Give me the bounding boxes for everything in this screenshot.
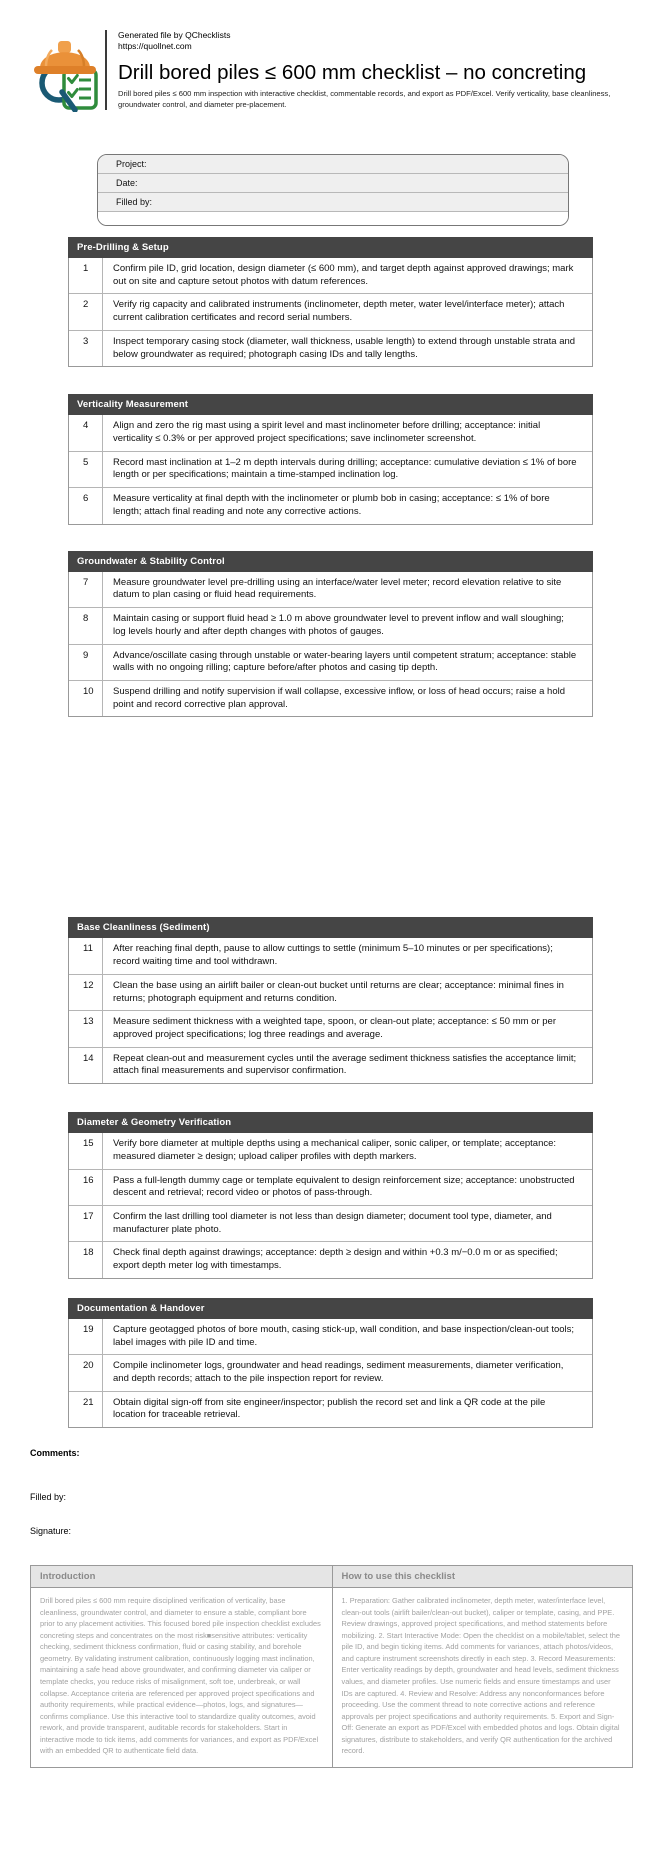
meta-field-label: Filled by:: [116, 197, 153, 207]
item-number: 21: [69, 1392, 103, 1427]
checklist-row: [69, 1354, 592, 1390]
item-number: 13: [69, 1011, 103, 1046]
item-text: Suspend drilling and notify supervision if wall collapse, excessive inflow, or loss of head occurs; raise a hold point and record corrective plan approval.: [113, 685, 566, 710]
section-body: [68, 415, 593, 524]
checklist-row: [69, 1241, 592, 1277]
item-number: 12: [69, 975, 103, 1010]
checklist-row: [69, 572, 592, 607]
section-base-cleanliness: [68, 917, 593, 1084]
section-title: Groundwater & Stability Control: [77, 555, 225, 567]
item-number: 14: [69, 1048, 103, 1083]
item-number: 3: [69, 331, 103, 366]
introduction-title: Introduction: [31, 1566, 332, 1588]
item-number: 15: [69, 1133, 103, 1168]
section-diameter-geometry-verification: [68, 1112, 593, 1279]
section-title: Base Cleanliness (Sediment): [77, 922, 210, 934]
meta-box-spacer: [98, 212, 568, 225]
checklist-row: [69, 974, 592, 1010]
signature-label: Signature:: [30, 1526, 72, 1537]
page-subtitle: Drill bored piles ≤ 600 mm inspection with interactive checklist, commentable records, and export as PDF/Excel. Verify verticality, base cleanliness, groundwater control, and diameter pre-placement.: [118, 88, 611, 109]
checklist-row: [69, 1133, 592, 1168]
item-text: Align and zero the rig mast using a spirit level and mast inclinometer before drilling; acceptance: initial verticality ≤ 0.3% or per approved project specifications; save inclinometer screenshot.: [113, 420, 541, 445]
item-text: Measure groundwater level pre-drilling using an interface/water level meter; record elevation relative to site datum to plan casing or fluid head requirements.: [113, 576, 562, 601]
item-text: Inspect temporary casing stock (diameter, wall thickness, usable length) to extend through unstable strata and below groundwater as required; photograph casing IDs and tally lengths.: [113, 335, 576, 360]
section-header: [68, 1298, 593, 1319]
item-text: Verify rig capacity and calibrated instruments (inclinometer, depth meter, water level/interface meter); attach current calibration certificates and record serial numbers.: [113, 299, 565, 324]
item-number: 4: [69, 415, 103, 450]
checklist-row: [69, 415, 592, 450]
section-body: [68, 938, 593, 1084]
page-title: Drill bored piles ≤ 600 mm checklist – no concreting: [118, 60, 587, 84]
item-text: Confirm the last drilling tool diameter is not less than design diameter; document tool type, diameter, and manufacturer plate photo.: [113, 1211, 552, 1235]
item-number: 2: [69, 294, 103, 329]
checklist-row: [69, 644, 592, 680]
section-documentation-handover: [68, 1298, 593, 1428]
item-text: Capture geotagged photos of bore mouth, casing stick-up, wall condition, and base inspection/clean-out tools; label images with pile ID and time.: [113, 1323, 575, 1348]
meta-field-label: Date:: [116, 178, 138, 188]
section-body: [68, 1319, 593, 1428]
checklist-row: [69, 1047, 592, 1083]
item-text: Measure sediment thickness with a weighted tape, spoon, or clean-out plate; acceptance: ≤ 50 mm or per approved project specifications; log three readings and average.: [113, 1016, 556, 1040]
item-text: Confirm pile ID, grid location, design diameter (≤ 600 mm), and target depth against approved drawings; mark out on site and capture setout photos with datum references.: [113, 263, 574, 287]
header-text-block: [105, 30, 623, 110]
meta-field-date[interactable]: [98, 174, 568, 193]
section-header: [68, 551, 593, 572]
comments-label: Comments:: [30, 1448, 80, 1459]
howto-body: 1. Preparation: Gather calibrated inclinometer, depth meter, water/interface level, clean-out tools (airlift bailer/clean-out bucket), caliper or template, casing, and PPE. Review drawings, approved project specifications, and method statements before mobilizing. 2. Start Interactive Mode: Open the checklist on a mobile/tablet, select the pile ID, and begin ticking items. Add comments for variances, attach photos/videos, and capture instrument screenshots directly in each step. 3. Record Measurements: Enter verticality readings by depth, groundwater and head levels, sediment thickness values, and diameter profiles. Use numeric fields and ensure timestamps and user IDs are captured. 4. Review and Resolve: Address any nonconformances before proceeding. Use the comment thread to note corrective actions and reference approvals per project specifications and authority requirements. 5. Export and Sign-Off: Generate an export as PDF/Excel with embedded photos and logs. Obtain digital signatures, distribute to stakeholders, and verify QR authentication for the archived record.: [341, 1596, 621, 1756]
item-number: 19: [69, 1319, 103, 1354]
item-text: After reaching final depth, pause to allow cuttings to settle (minimum 5–10 minutes or per specifications); record waiting time and tool withdrawn.: [113, 943, 553, 968]
item-number: 9: [69, 645, 103, 680]
site-url: https://quollnet.com: [118, 41, 192, 52]
section-body: [68, 572, 593, 718]
item-text: Advance/oscillate casing through unstable or water-bearing layers until competent stratum; acceptance: stable walls with no ongoing rilling; capture before/after photos and casing tip depth.: [113, 649, 577, 674]
checklist-row: [69, 487, 592, 523]
meta-field-project[interactable]: [98, 155, 568, 174]
document-header: [0, 0, 661, 117]
section-body: [68, 1133, 593, 1279]
item-text: Repeat clean-out and measurement cycles until the average sediment thickness satisfies the acceptance limit; attach final measurements and supervisor confirmation.: [113, 1052, 577, 1077]
item-number: 11: [69, 938, 103, 973]
section-pre-drilling-setup: [68, 237, 593, 367]
item-number: 8: [69, 608, 103, 643]
section-title: Verticality Measurement: [77, 399, 189, 411]
checklist-row: [69, 680, 592, 716]
checklist-row: [69, 451, 592, 487]
item-text: Maintain casing or support fluid head ≥ 1.0 m above groundwater level to prevent inflow and wall sloughing; log levels hourly and after depth changes with photos of gauges.: [113, 613, 564, 637]
footer-introduction-column: [31, 1566, 332, 1767]
item-text: Clean the base using an airlift bailer or clean-out bucket until returns are clear; acceptance: minimal fines in returns; photograph equipment and returns condition.: [113, 979, 564, 1004]
item-text: Measure verticality at final depth with the inclinometer or plumb bob in casing; acceptance: ≤ 1% of bore length; attach final reading and note any corrective actions.: [113, 493, 550, 517]
section-verticality-measurement: [68, 394, 593, 524]
checklist-row: [69, 1319, 592, 1354]
meta-field-filled-by[interactable]: [98, 193, 568, 212]
howto-title: How to use this checklist: [333, 1566, 633, 1588]
section-title: Pre-Drilling & Setup: [77, 242, 169, 253]
section-body: [68, 258, 593, 367]
section-header: [68, 1112, 593, 1133]
checklist-row: [69, 258, 592, 293]
item-text: Record mast inclination at 1–2 m depth intervals during drilling; acceptance: cumulative deviation ≤ 1% of bore length or per specifications; maintain a time-stamped inclination log.: [113, 456, 577, 481]
section-header: [68, 917, 593, 938]
section-header: [68, 237, 593, 258]
item-number: 10: [69, 681, 103, 716]
checklist-row: [69, 293, 592, 329]
item-text: Verify bore diameter at multiple depths using a mechanical caliper, sonic caliper, or template; acceptance: measured diameter ≥ design; upload caliper profiles with depth markers.: [113, 1138, 557, 1162]
filled-by-label: Filled by:: [30, 1492, 67, 1503]
item-number: 16: [69, 1170, 103, 1205]
checklist-row: [69, 1391, 592, 1427]
item-number: 18: [69, 1242, 103, 1277]
meta-field-label: Project:: [116, 159, 147, 169]
item-number: 6: [69, 488, 103, 523]
checklist-row: [69, 330, 592, 366]
item-number: 1: [69, 258, 103, 293]
item-text: Check final depth against drawings; acceptance: depth ≥ design and within +0.3 m/−0.0 m or as specified; export depth meter log with timestamps.: [113, 1247, 558, 1272]
item-number: 7: [69, 572, 103, 607]
section-groundwater-stability-control: [68, 551, 593, 718]
generated-by-line: Generated file by QChecklists: [118, 30, 231, 40]
item-text: Compile inclinometer logs, groundwater and head readings, sediment measurements, diameter verification, and depth records; attach to the pile inspection report for review.: [113, 1360, 564, 1385]
introduction-body: Drill bored piles ≤ 600 mm require disciplined verification of verticality, base cleanliness, groundwater control, and diameter to ensure a stable, compliant bore prior to any placement activities. This focused bored pile inspection checklist excludes concreting steps and concentrates on the most risk■sensitive attributes: verticality checking, sediment thickness confirmation, fluid or casing stability, and borehole geometry. By validating instrument calibration, continuously logging mast inclination, maintaining a safe head above groundwater, and confirming diameter via caliper or template checks, you reduce risks of misalignment, soft toe, underbreak, or wall collapse. Acceptance criteria are referenced per approved project specifications and authority requirements, while practical evidence—photos, logs, and signatures—confirms compliance. Use this interactive tool to standardize quality outcomes, avoid rework, and provide transparent, auditable records for stakeholders. Start in interactive mode to tick items, add comments for variances, and export as PDF/Excel with an embedded QR to authenticate field data.: [40, 1596, 321, 1756]
checklist-row: [69, 938, 592, 973]
section-header: [68, 394, 593, 415]
section-title: Diameter & Geometry Verification: [77, 1117, 232, 1129]
footer-info: [30, 1565, 633, 1768]
item-number: 20: [69, 1355, 103, 1390]
section-title: Documentation & Handover: [77, 1302, 205, 1314]
project-meta-box: [97, 154, 569, 226]
item-number: 5: [69, 452, 103, 487]
item-text: Obtain digital sign-off from site engineer/inspector; publish the record set and link a QR code at the pile location for traceable retrieval.: [113, 1396, 546, 1421]
qchecklists-logo-icon: [30, 32, 102, 117]
checklist-row: [69, 1169, 592, 1205]
checklist-row: [69, 1205, 592, 1241]
checklist-row: [69, 1010, 592, 1046]
checklist-row: [69, 607, 592, 643]
item-number: 17: [69, 1206, 103, 1241]
item-text: Pass a full-length dummy cage or template equivalent to design reinforcement size; acceptance: unobstructed descent and retrieval; record video or photos of pass-through.: [113, 1174, 575, 1199]
footer-howto-column: [332, 1566, 633, 1767]
